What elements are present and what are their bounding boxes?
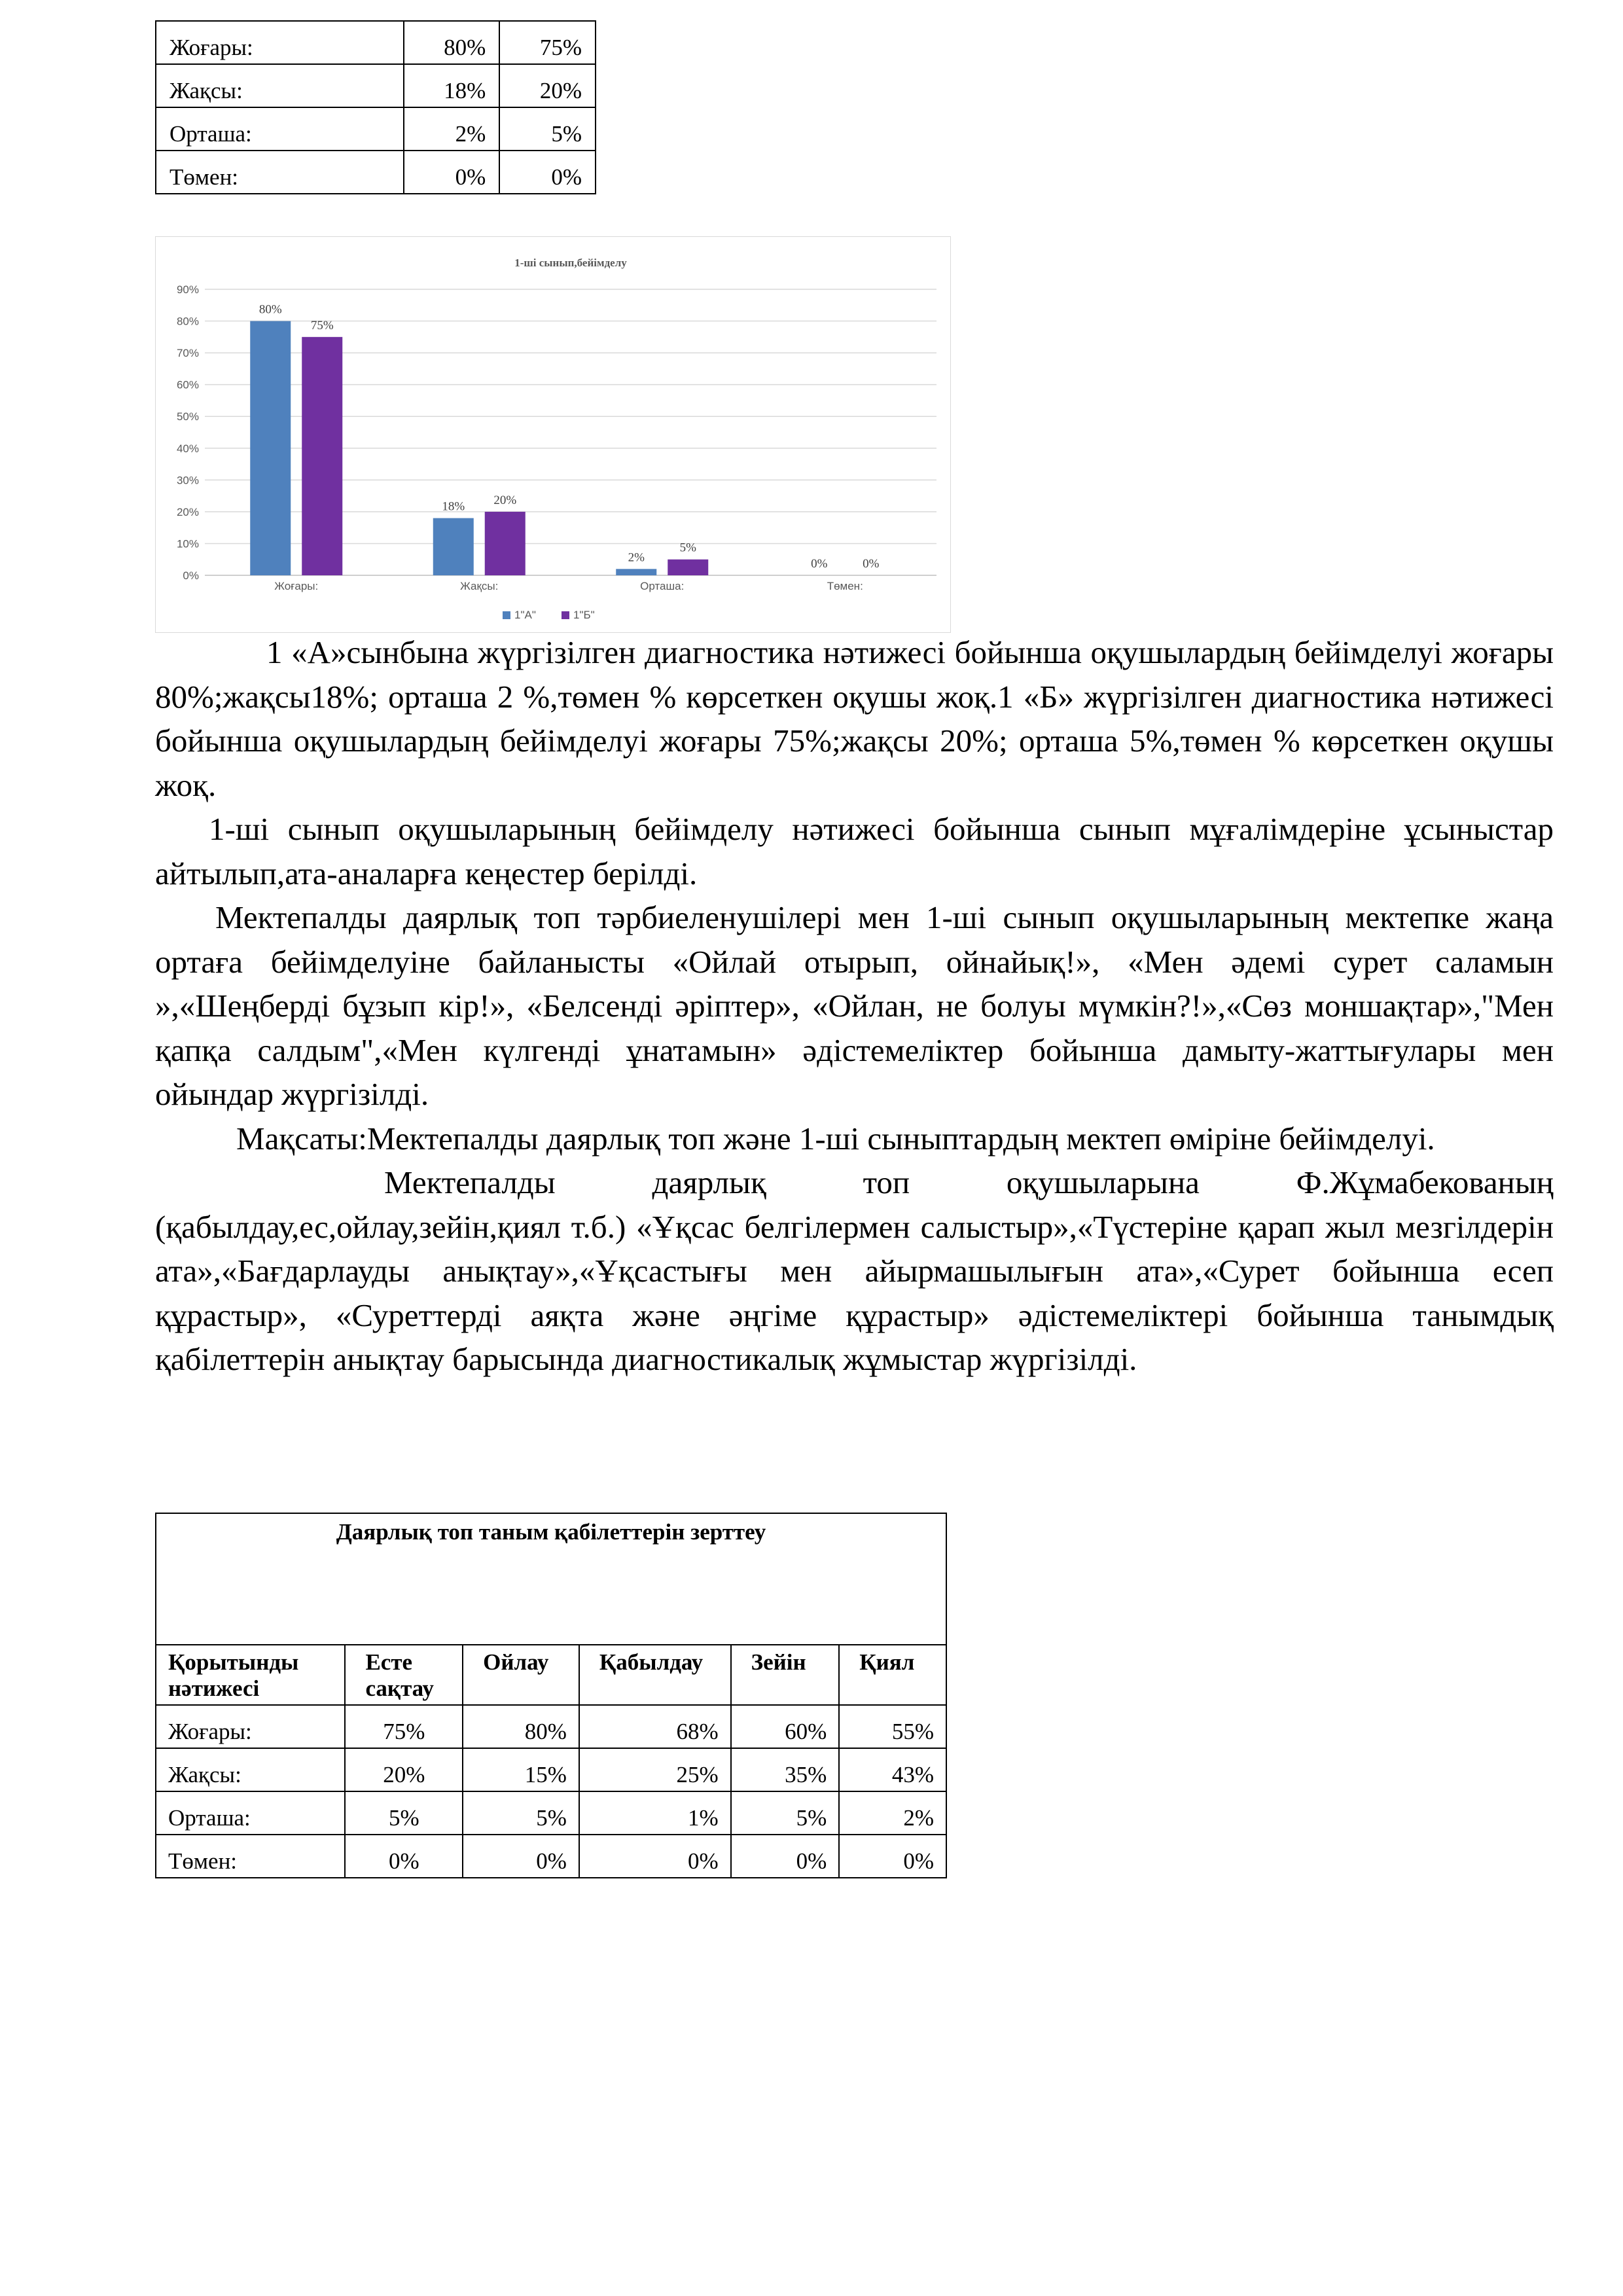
paragraph: Мақсаты:Мектепалды даярлық топ және 1-ші сыныптардың мектеп өміріне бейімделуі. — [236, 1120, 1435, 1157]
table-caption: Даярлық топ таным қабілеттерін зерттеу — [156, 1513, 946, 1645]
y-tick-label: 90% — [176, 283, 199, 296]
chart-svg — [156, 237, 952, 634]
data-label: 75% — [310, 318, 334, 332]
results-table-grade1 — [155, 20, 596, 194]
legend-swatch — [562, 611, 569, 619]
paragraph: Мектепалды даярлық топ тәрбиеленушілері мен 1-ші сынып оқушыларының мектепке жаңа ортаға бейімделуіне байланысты «Ойлай отырып, ойнайық!», «Мен әдемі сурет саламын »,«Шеңберді бұзып кір!», «Белсенді әріптер», «Ойлан, не болуы мүмкін?!»,«Сөз моншақтар»,"Мен қапқа салдым",«Мен күлгенді ұнатамын» әдістемеліктер бойынша дамыту-жаттығулары мен ойындар жүргізілді. — [155, 899, 1554, 1112]
row-label: Жақсы: — [156, 1748, 345, 1791]
bar-a — [433, 518, 474, 575]
value-cell: 60% — [731, 1705, 840, 1748]
value-cell: 20% — [499, 64, 596, 107]
row-label: Жақсы: — [156, 64, 404, 107]
legend-swatch — [503, 611, 510, 619]
bar-b — [302, 337, 342, 575]
row-label: Төмен: — [156, 151, 404, 194]
value-cell: 80% — [463, 1705, 579, 1748]
row-label: Жоғары: — [156, 21, 404, 64]
table-row — [156, 1835, 946, 1878]
value-cell: 0% — [731, 1835, 840, 1878]
table-caption-row — [156, 1513, 946, 1645]
data-label: 2% — [628, 550, 645, 565]
column-header: Қиял — [839, 1645, 946, 1705]
data-label: 0% — [863, 557, 880, 571]
adaptation-bar-chart — [155, 236, 951, 633]
value-cell: 0% — [499, 151, 596, 194]
value-cell: 0% — [839, 1835, 946, 1878]
value-cell: 0% — [579, 1835, 731, 1878]
value-cell: 0% — [345, 1835, 463, 1878]
y-tick-label: 20% — [176, 505, 199, 518]
column-header: Зейін — [731, 1645, 840, 1705]
table-row — [156, 64, 596, 107]
table-row — [156, 21, 596, 64]
value-cell: 75% — [345, 1705, 463, 1748]
value-cell: 80% — [404, 21, 500, 64]
x-tick-label: Жақсы: — [460, 580, 499, 592]
y-tick-label: 50% — [176, 410, 199, 423]
value-cell: 35% — [731, 1748, 840, 1791]
table-row — [156, 151, 596, 194]
value-cell: 0% — [463, 1835, 579, 1878]
paragraph: 1-ші сынып оқушыларының бейімделу нәтижесі бойынша сынып мұғалімдеріне ұсыныстар айтылып,ата-аналарға кеңестер берілді. — [155, 811, 1554, 891]
row-label: Орташа: — [156, 107, 404, 151]
column-header: Ойлау — [463, 1645, 579, 1705]
data-label: 20% — [493, 493, 517, 507]
y-tick-label: 30% — [176, 474, 199, 487]
value-cell: 1% — [579, 1791, 731, 1835]
chart-title: 1-ші сынып,бейімделу — [514, 257, 627, 269]
column-header: Есте сақтау — [345, 1645, 463, 1705]
data-label: 80% — [259, 302, 282, 317]
y-tick-label: 40% — [176, 442, 199, 455]
data-label: 5% — [679, 541, 696, 555]
column-header: Қорытынды нәтижесі — [156, 1645, 345, 1705]
cognitive-abilities-table — [155, 1513, 947, 1878]
value-cell: 18% — [404, 64, 500, 107]
legend-label: 1"А" — [514, 609, 536, 621]
value-cell: 15% — [463, 1748, 579, 1791]
value-cell: 55% — [839, 1705, 946, 1748]
y-tick-label: 70% — [176, 347, 199, 360]
legend-label: 1"Б" — [573, 609, 595, 621]
value-cell: 75% — [499, 21, 596, 64]
value-cell: 5% — [731, 1791, 840, 1835]
x-tick-label: Жоғары: — [274, 580, 319, 592]
table-row — [156, 1748, 946, 1791]
paragraph: Мектепалды даярлық топ оқушыларына Ф.Жұмабекованың (қабылдау,ес,ойлау,зейін,қиял т.б.) «Ұқсас белгілермен салыстыр»,«Түстеріне қарап жыл мезгілдерін ата»,«Бағдарлауды анықтау»,«Ұқсастығы мен айырмашылығын ата»,«Сурет бойынша есеп құрастыр», «Суреттерді аяқта және әңгіме құрастыр» әдістемеліктері бойынша танымдық қабілеттерін анықтау барысында диагностикалық жұмыстар жүргізілді. — [155, 1164, 1554, 1377]
row-label: Жоғары: — [156, 1705, 345, 1748]
y-tick-label: 0% — [183, 569, 199, 582]
bar-a — [250, 321, 291, 575]
y-tick-label: 60% — [176, 378, 199, 391]
paragraph: 1 «А»сынбына жүргізілген диагностика нәтижесі бойынша оқушылардың бейімделуі жоғары 80%;жақсы18%; орташа 2 %,төмен % көрсеткен оқушы жоқ.1 «Б» жүргізілген диагностика нәтижесі бойынша оқушылардың бейімделуі жоғары 75%;жақсы 20%; орташа 5%,төмен % көрсеткен оқушы жоқ. — [155, 634, 1554, 803]
value-cell: 0% — [404, 151, 500, 194]
bar-b — [668, 560, 708, 575]
value-cell: 20% — [345, 1748, 463, 1791]
table-row — [156, 107, 596, 151]
x-tick-label: Төмен: — [827, 580, 863, 592]
y-tick-label: 80% — [176, 315, 199, 328]
bar-a — [616, 569, 656, 575]
row-label: Төмен: — [156, 1835, 345, 1878]
value-cell: 5% — [499, 107, 596, 151]
y-tick-label: 10% — [176, 537, 199, 550]
table-row — [156, 1791, 946, 1835]
data-label: 0% — [811, 557, 828, 571]
bar-b — [485, 512, 526, 575]
value-cell: 68% — [579, 1705, 731, 1748]
table-header-row — [156, 1645, 946, 1705]
column-header: Қабылдау — [579, 1645, 731, 1705]
row-label: Орташа: — [156, 1791, 345, 1835]
value-cell: 43% — [839, 1748, 946, 1791]
value-cell: 2% — [839, 1791, 946, 1835]
value-cell: 2% — [404, 107, 500, 151]
value-cell: 5% — [345, 1791, 463, 1835]
value-cell: 25% — [579, 1748, 731, 1791]
body-text — [155, 630, 1554, 1382]
x-tick-label: Орташа: — [640, 580, 685, 592]
value-cell: 5% — [463, 1791, 579, 1835]
table-row — [156, 1705, 946, 1748]
data-label: 18% — [442, 499, 465, 514]
